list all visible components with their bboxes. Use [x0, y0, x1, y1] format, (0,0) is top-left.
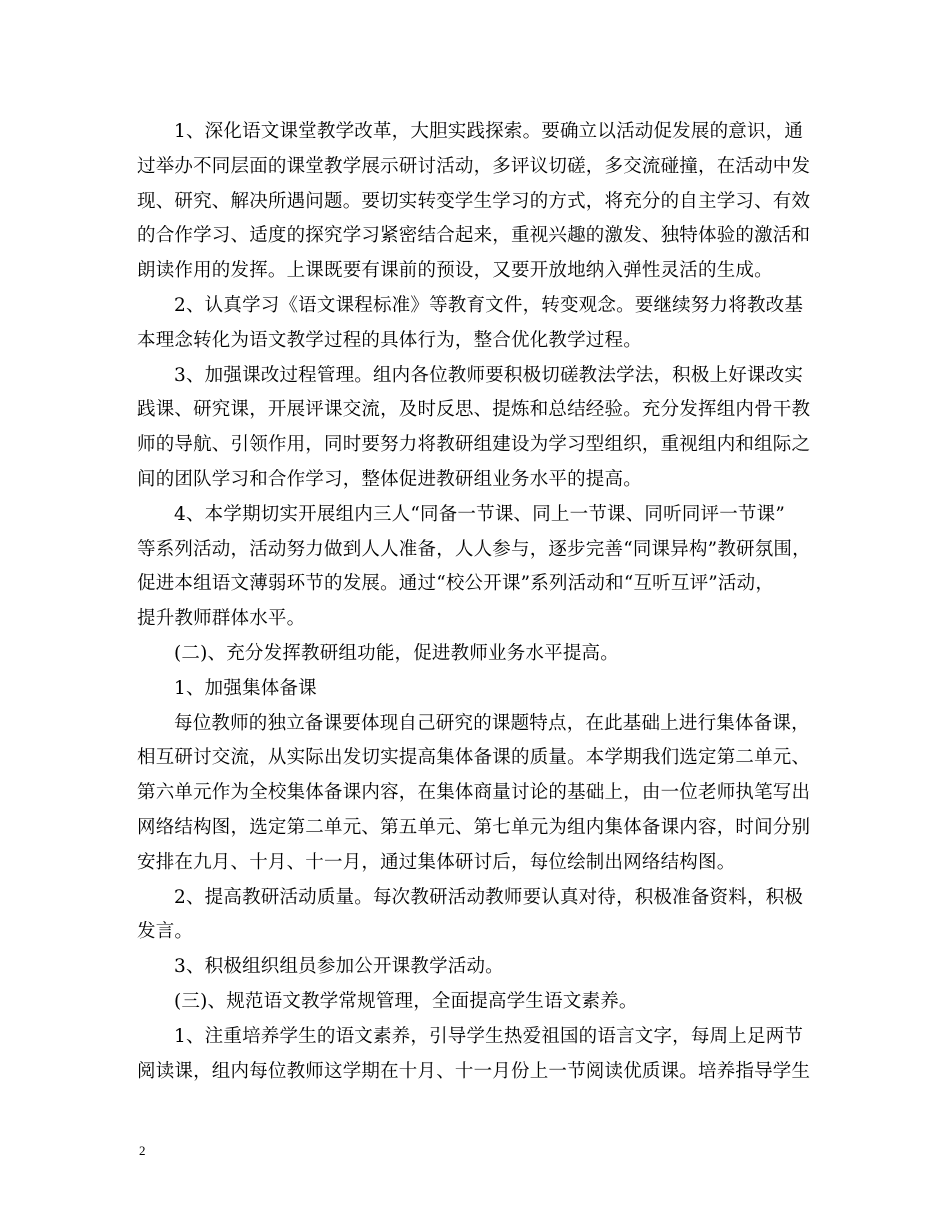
text-line: 1、加强集体备课 — [174, 677, 317, 699]
paragraph — [137, 672, 837, 707]
text-line: 1、注重培养学生的语文素养，引导学生热爱祖国的语言文字，每周上足两节 — [174, 1025, 804, 1047]
text-line: 阅读课，组内每位教师这学期在十月、十一月份上一节阅读优质课。培养指导学生 — [137, 1060, 811, 1082]
text-line: (三)、规范语文教学常规管理，全面提高学生语文素养。 — [174, 990, 638, 1012]
paragraph — [137, 637, 837, 672]
paragraph — [137, 707, 837, 881]
paragraph — [137, 359, 837, 498]
text-line: 2、认真学习《语文课程标准》等教育文件，转变观念。要继续努力将教改基 — [174, 294, 804, 316]
text-line: 3、积极组织组员参加公开课教学活动。 — [174, 956, 504, 978]
text-line: 等系列活动，活动努力做到人人准备，人人参与，逐步完善“同课异构”教研氛围， — [137, 538, 811, 560]
paragraph — [137, 115, 837, 289]
paragraph — [137, 950, 837, 985]
text-line: 过举办不同层面的课堂教学展示研讨活动，多评议切磋，多交流碰撞，在活动中发 — [137, 155, 811, 177]
text-line: 网络结构图，选定第二单元、第五单元、第七单元为组内集体备课内容，时间分别 — [137, 816, 811, 838]
document-body — [137, 115, 837, 1089]
text-line: 安排在九月、十月、十一月，通过集体研讨后，每位绘制出网络结构图。 — [137, 851, 736, 873]
paragraph — [137, 881, 837, 951]
paragraph — [137, 985, 837, 1020]
text-line: 提升教师群体水平。 — [137, 608, 306, 630]
paragraph — [137, 498, 837, 637]
text-line: 每位教师的独立备课要体现自己研究的课题特点，在此基础上进行集体备课， — [174, 712, 810, 734]
page-number: 2 — [139, 1143, 146, 1158]
text-line: (二)、充分发挥教研组功能，促进教师业务水平提高。 — [174, 642, 619, 664]
text-line: 相互研讨交流，从实际出发切实提高集体备课的质量。本学期我们选定第二单元、 — [137, 747, 811, 769]
text-line: 3、加强课改过程管理。组内各位教师要积极切磋教法学法，积极上好课改实 — [174, 364, 804, 386]
text-line: 朗读作用的发挥。上课既要有课前的预设，又要开放地纳入弹性灵活的生成。 — [137, 260, 773, 282]
text-line: 促进本组语文薄弱环节的发展。通过“校公开课”系列活动和“互听互评”活动， — [137, 573, 775, 595]
paragraph — [137, 1020, 837, 1090]
text-line: 1、深化语文课堂教学改革，大胆实践探索。要确立以活动促发展的意识，通 — [174, 121, 804, 142]
text-line: 师的导航、引领作用，同时要努力将教研组建设为学习型组织，重视组内和组际之 — [137, 434, 811, 456]
text-line: 现、研究、解决所遇问题。要切实转变学生学习的方式，将充分的自主学习、有效 — [137, 190, 811, 212]
text-line: 的合作学习、适度的探究学习紧密结合起来，重视兴趣的激发、独特体验的激活和 — [137, 225, 811, 247]
text-line: 4、本学期切实开展组内三人“同备一节课、同上一节课、同听同评一节课” — [174, 503, 785, 525]
text-line: 践课、研究课，开展评课交流，及时反思、提炼和总结经验。充分发挥组内骨干教 — [137, 399, 811, 421]
text-line: 2、提高教研活动质量。每次教研活动教师要认真对待，积极准备资料，积极 — [174, 886, 804, 908]
text-line: 本理念转化为语文教学过程的具体行为，整合优化教学过程。 — [137, 329, 642, 351]
text-line: 间的团队学习和合作学习，整体促进教研组业务水平的提高。 — [137, 468, 642, 490]
text-line: 发言。 — [137, 921, 194, 943]
text-line: 第六单元作为全校集体备课内容，在集体商量讨论的基础上，由一位老师执笔写出 — [137, 782, 811, 804]
paragraph — [137, 289, 837, 359]
